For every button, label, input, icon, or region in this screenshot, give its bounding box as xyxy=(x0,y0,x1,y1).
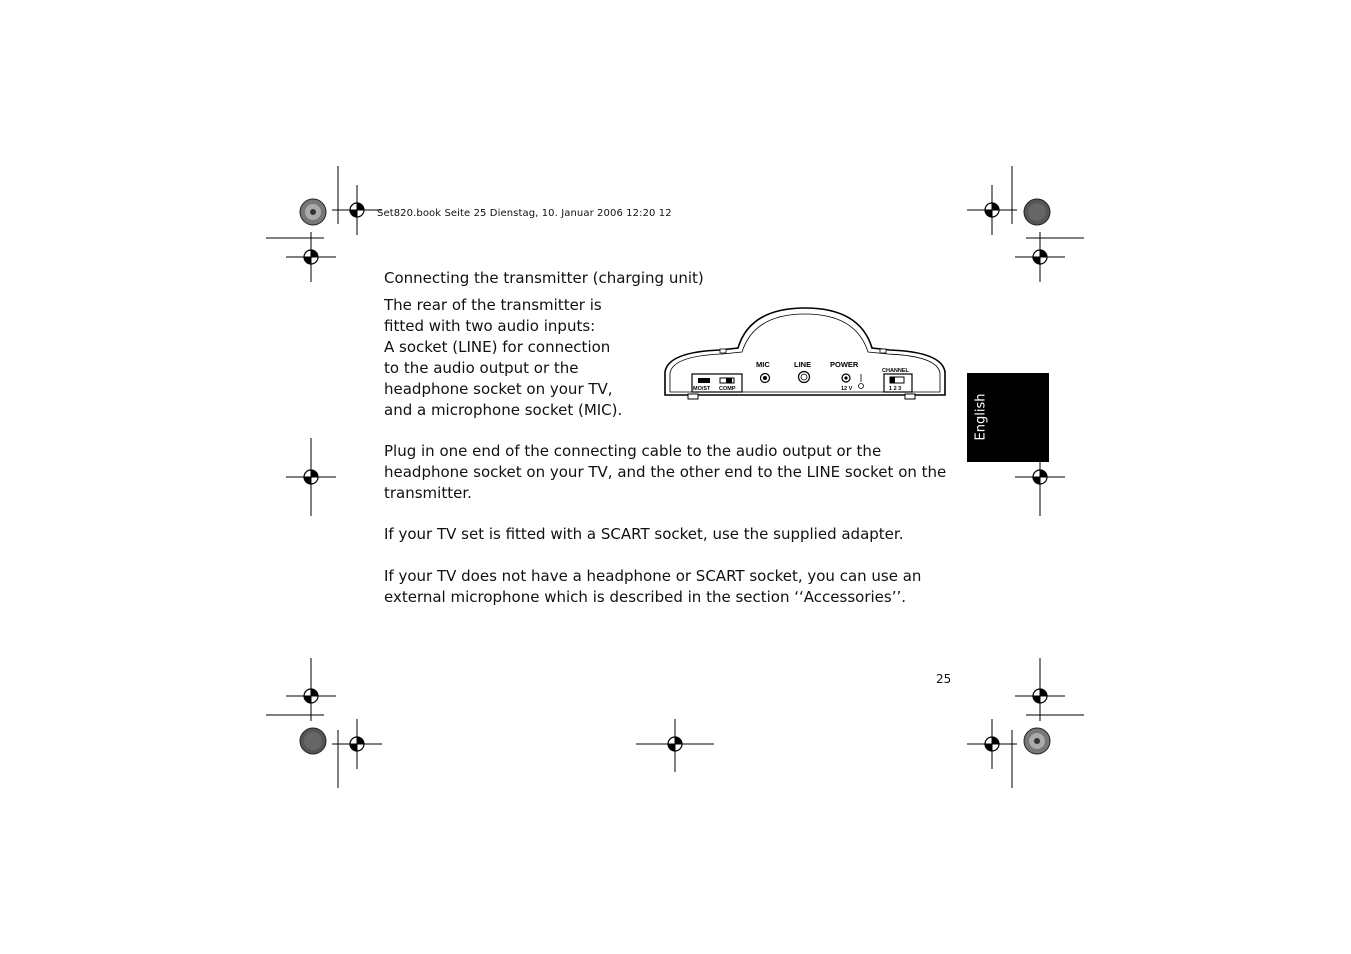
intro-line: The rear of the transmitter is xyxy=(384,296,602,314)
intro-line: to the audio output or the xyxy=(384,359,579,377)
language-tab-label-wrapper xyxy=(967,373,1049,462)
channel-label: CHANNEL xyxy=(882,368,909,374)
mode-mono-label: MO/ST xyxy=(693,386,711,392)
paragraph-scart: If your TV set is fitted with a SCART socket, use the supplied adapter. xyxy=(384,525,904,543)
print-info-header: Set820.book Seite 25 Dienstag, 10. Januar 2006 12:20 12 xyxy=(377,208,672,219)
section-heading: Connecting the transmitter (charging unit) xyxy=(384,269,704,287)
paragraph-connect-cable: Plug in one end of the connecting cable to the audio output or the headphone socket on your TV, and the other end to the LINE socket on the transmitter. xyxy=(384,442,947,502)
page-number: 25 xyxy=(936,672,952,686)
intro-line: headphone socket on your TV, xyxy=(384,380,613,398)
intro-text xyxy=(384,295,622,421)
paragraph-external-mic: If your TV does not have a headphone or SCART socket, you can use an external microphone which is described in the section ‘‘Accessories’’. xyxy=(384,567,922,606)
power-label: POWER xyxy=(830,360,859,369)
mic-label: MIC xyxy=(756,360,770,369)
language-label: English xyxy=(973,393,989,441)
mode-comp-label: COMP xyxy=(719,386,736,392)
intro-line: A socket (LINE) for connection xyxy=(384,338,611,356)
transmitter-rear-diagram xyxy=(660,300,950,405)
line-label: LINE xyxy=(794,360,812,369)
intro-line: and a microphone socket (MIC). xyxy=(384,401,623,419)
intro-line: fitted with two audio inputs: xyxy=(384,317,596,335)
language-tab xyxy=(967,373,1049,462)
voltage-label: 12 V xyxy=(841,386,853,392)
channel-numbers: 1 2 3 xyxy=(889,386,902,392)
line-socket xyxy=(799,372,810,383)
